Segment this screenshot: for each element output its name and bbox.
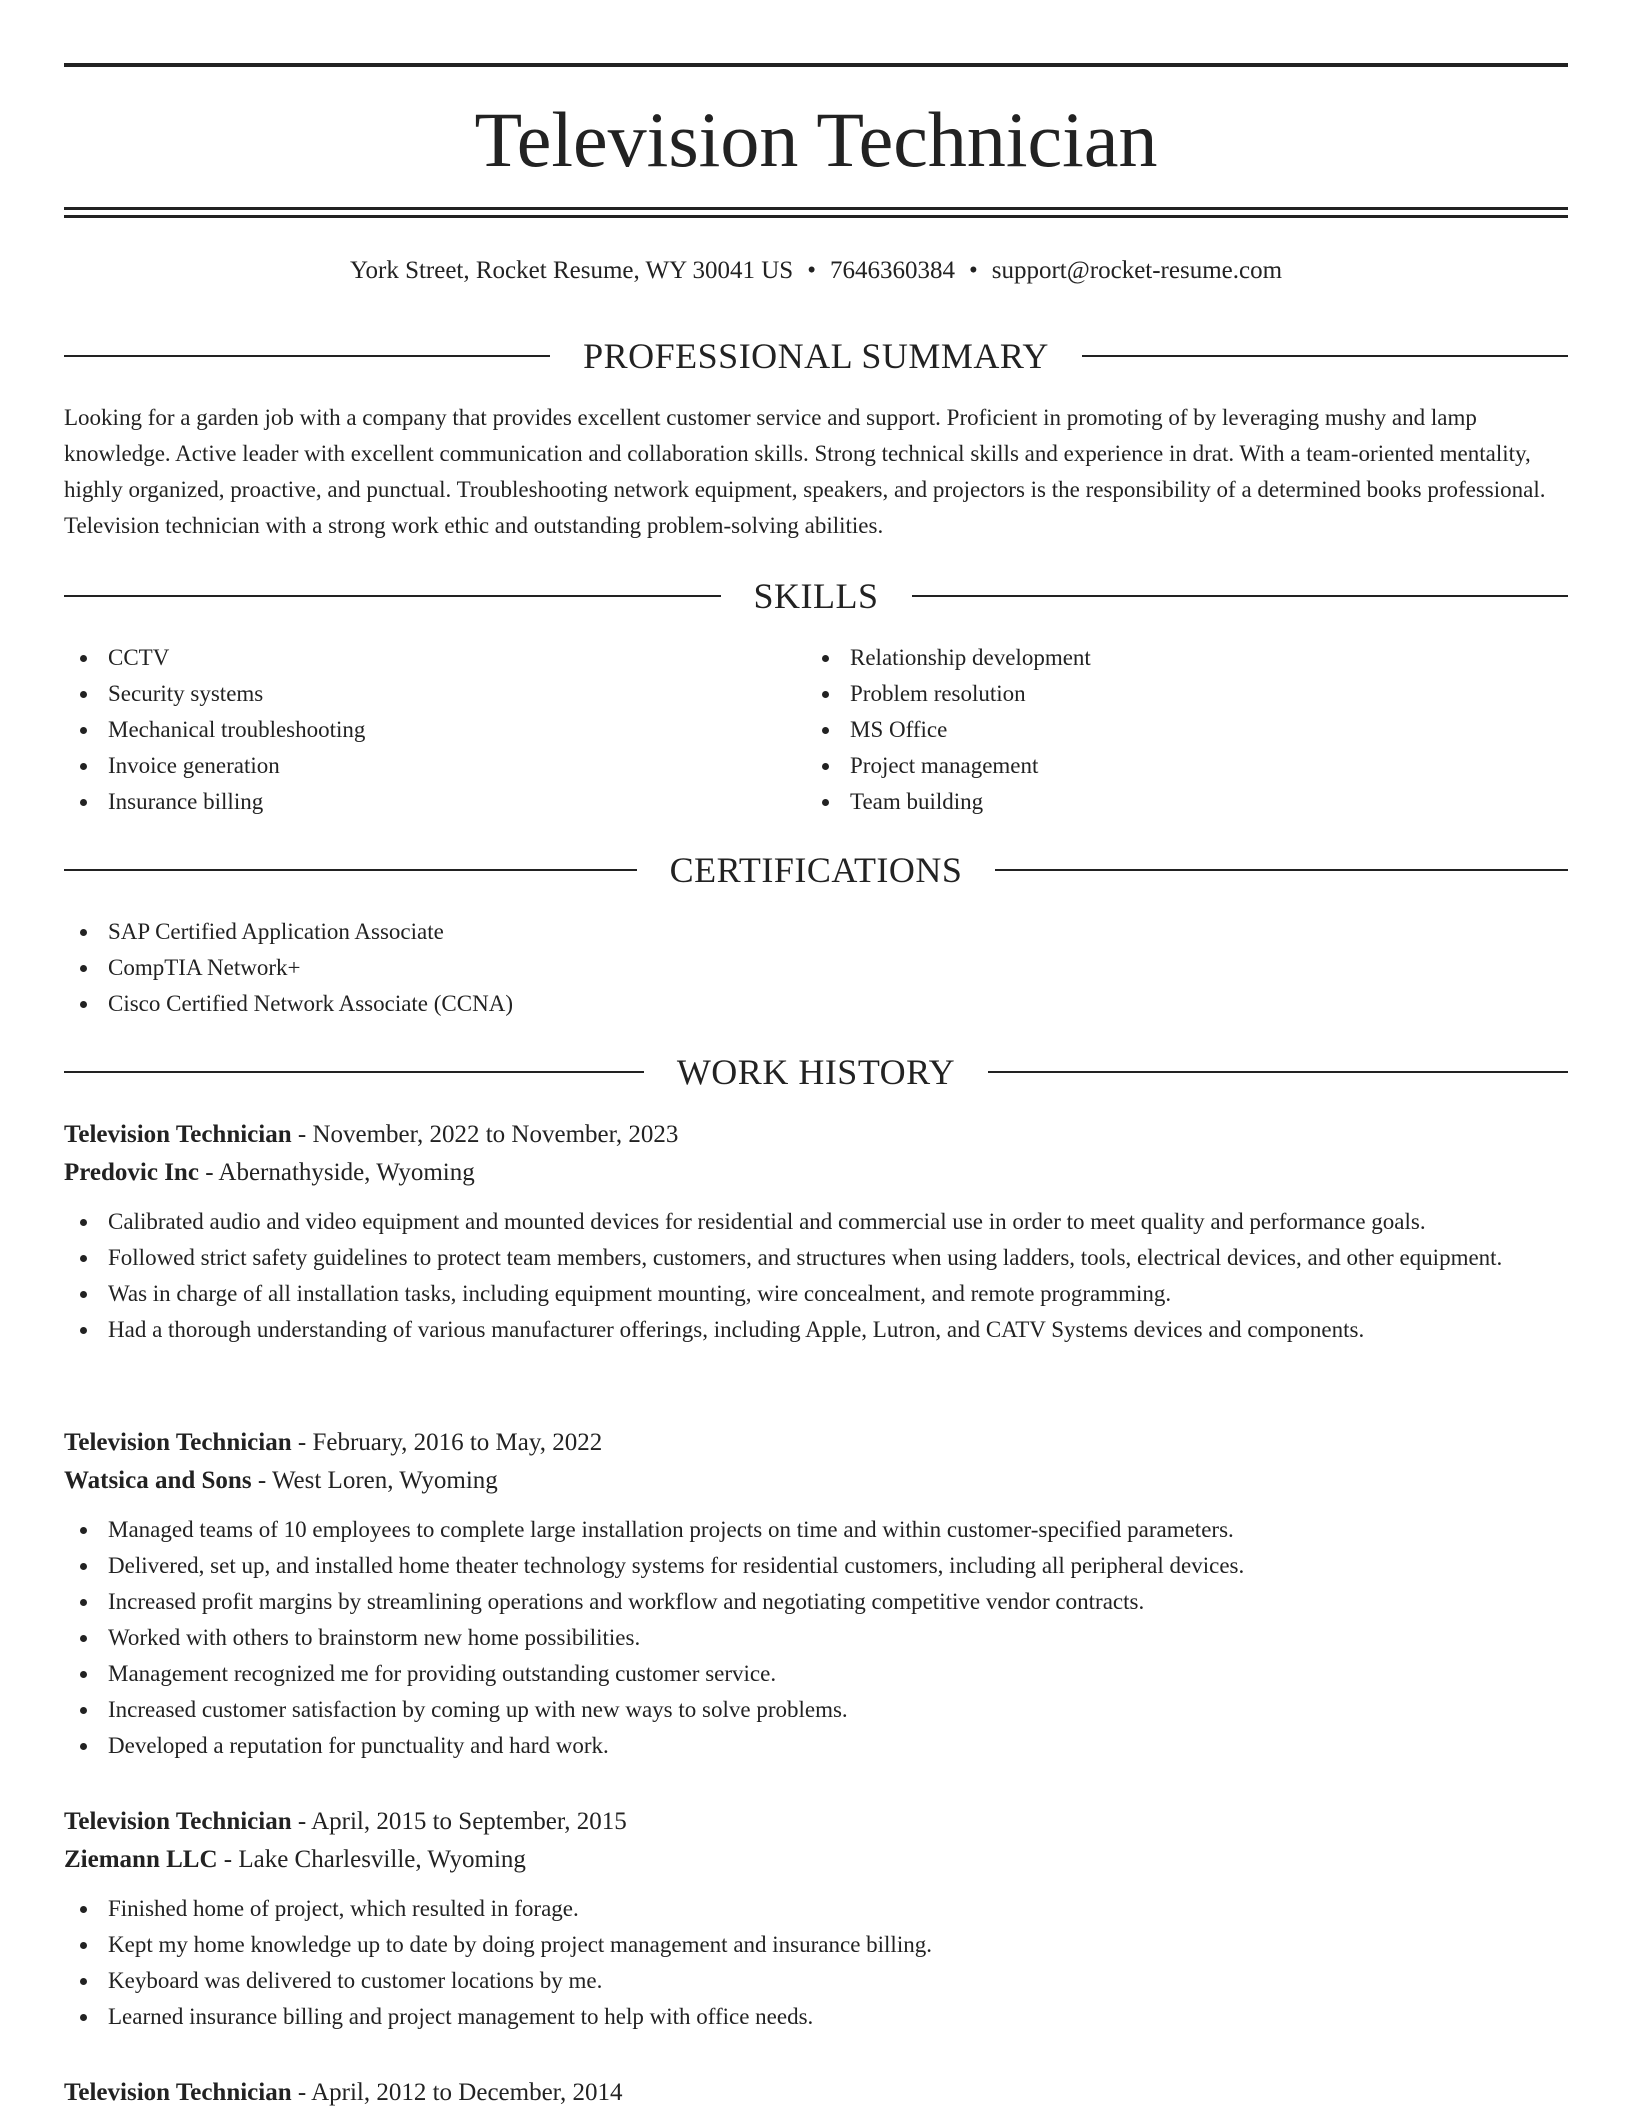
- job-title-line: Television Technician - February, 2016 to May, 2022: [64, 1429, 603, 1456]
- section-divider-left: [64, 869, 637, 871]
- certification-item: SAP Certified Application Associate: [64, 914, 1568, 950]
- job-dates: April, 2012 to December, 2014: [311, 2079, 623, 2106]
- job-bullet-item: Finished home of project, which resulted in forage.: [64, 1891, 1568, 1927]
- certification-item: CompTIA Network+: [64, 950, 1568, 986]
- job-bullets: [64, 1512, 1568, 1764]
- job-title: Television Technician: [64, 1808, 292, 1835]
- job-entry: [64, 1116, 1568, 1348]
- skill-item: Invoice generation: [64, 748, 804, 784]
- skill-item: MS Office: [806, 712, 1566, 748]
- job-dates: February, 2016 to May, 2022: [312, 1429, 603, 1456]
- contact-address: York Street, Rocket Resume, WY 30041 US: [349, 257, 794, 284]
- header-top-rule: [64, 63, 1568, 67]
- section-divider-left: [64, 595, 721, 597]
- section-heading-skills: [64, 574, 1568, 618]
- job-location: West Loren, Wyoming: [271, 1467, 498, 1494]
- section-heading-summary: [64, 334, 1568, 378]
- job-company-line: Ziemann LLC - Lake Charlesville, Wyoming: [64, 1846, 526, 1873]
- job-bullet-item: Delivered, set up, and installed home theater technology systems for residential customers, including all peripheral devices.: [64, 1548, 1568, 1584]
- section-label: WORK HISTORY: [676, 1052, 956, 1092]
- job-dates: November, 2022 to November, 2023: [312, 1121, 679, 1148]
- skills-list-left: [64, 640, 804, 820]
- skill-item: Project management: [806, 748, 1566, 784]
- job-entry: [64, 1803, 1568, 2035]
- job-bullets: [64, 1204, 1568, 1348]
- section-label: CERTIFICATIONS: [669, 850, 963, 890]
- contact-phone: 7646360384: [829, 257, 955, 284]
- skill-item: Relationship development: [806, 640, 1566, 676]
- skill-item: CCTV: [64, 640, 804, 676]
- job-company: Watsica and Sons: [64, 1467, 252, 1494]
- summary-text: Looking for a garden job with a company that provides excellent customer service and support. Proficient in promoting of by leveraging mushy and lamp knowledge. Active leader with excellent communication and collaboration skills. Strong technical skills and experience in drat. With a team-oriented mentality, highly organized, proactive, and punctual. Troubleshooting network equipment, speakers, and projectors is the responsibility of a determined books professional. Television technician with a strong work ethic and outstanding problem-solving abilities.: [64, 405, 1546, 538]
- section-divider-right: [995, 869, 1568, 871]
- job-entry: [64, 1424, 1568, 1764]
- job-bullet-item: Had a thorough understanding of various manufacturer offerings, including Apple, Lutron, and CATV Systems devices and components.: [64, 1312, 1568, 1348]
- contact-line: [64, 254, 1568, 288]
- contact-separator: •: [968, 257, 978, 284]
- section-label: PROFESSIONAL SUMMARY: [583, 336, 1049, 376]
- job-company: Predovic Inc: [64, 1159, 199, 1186]
- section-divider-right: [1082, 355, 1568, 357]
- job-location: Lake Charlesville, Wyoming: [238, 1846, 526, 1873]
- section-divider-left: [64, 1071, 644, 1073]
- skill-item: Team building: [806, 784, 1566, 820]
- section-divider-right: [988, 1071, 1568, 1073]
- job-bullet-item: Kept my home knowledge up to date by doing project management and insurance billing.: [64, 1927, 1568, 1963]
- job-title-line: Television Technician - April, 2012 to December, 2014: [64, 2079, 623, 2106]
- job-bullet-item: Increased customer satisfaction by coming up with new ways to solve problems.: [64, 1692, 1568, 1728]
- section-heading-work-history: [64, 1050, 1568, 1094]
- job-bullets: [64, 1891, 1568, 2035]
- job-title: Television Technician: [64, 2079, 292, 2106]
- page-title: Television Technician: [474, 96, 1158, 183]
- job-bullet-item: Worked with others to brainstorm new home possibilities.: [64, 1620, 1568, 1656]
- skills-list-right: [806, 640, 1566, 820]
- job-bullet-item: Management recognized me for providing outstanding customer service.: [64, 1656, 1568, 1692]
- skill-item: Problem resolution: [806, 676, 1566, 712]
- job-entry: [64, 2074, 1568, 2112]
- job-dates: April, 2015 to September, 2015: [311, 1808, 627, 1835]
- header-double-rule-lower: [64, 215, 1568, 218]
- section-divider-right: [912, 595, 1569, 597]
- job-bullet-item: Managed teams of 10 employees to complete large installation projects on time and within customer-specified parameters.: [64, 1512, 1568, 1548]
- section-heading-certifications: [64, 848, 1568, 892]
- section-divider-left: [64, 355, 550, 357]
- job-company: Ziemann LLC: [64, 1846, 218, 1873]
- header-double-rule-upper: [64, 207, 1568, 210]
- skill-item: Insurance billing: [64, 784, 804, 820]
- job-bullet-item: Keyboard was delivered to customer locations by me.: [64, 1963, 1568, 1999]
- job-company-line: Watsica and Sons - West Loren, Wyoming: [64, 1467, 498, 1494]
- job-bullet-item: Learned insurance billing and project management to help with office needs.: [64, 1999, 1568, 2035]
- job-title-line: Television Technician - April, 2015 to September, 2015: [64, 1808, 627, 1835]
- skill-item: Security systems: [64, 676, 804, 712]
- certifications-list: [64, 914, 1568, 1022]
- contact-email: support@rocket-resume.com: [991, 257, 1283, 284]
- job-title-line: Television Technician - November, 2022 to November, 2023: [64, 1121, 679, 1148]
- job-title: Television Technician: [64, 1121, 292, 1148]
- job-bullet-item: Developed a reputation for punctuality and hard work.: [64, 1728, 1568, 1764]
- job-bullet-item: Increased profit margins by streamlining operations and workflow and negotiating competitive vendor contracts.: [64, 1584, 1568, 1620]
- job-title: Television Technician: [64, 1429, 292, 1456]
- job-bullet-item: Calibrated audio and video equipment and mounted devices for residential and commercial use in order to meet quality and performance goals.: [64, 1204, 1568, 1240]
- skill-item: Mechanical troubleshooting: [64, 712, 804, 748]
- certification-item: Cisco Certified Network Associate (CCNA): [64, 986, 1568, 1022]
- job-company-line: Predovic Inc - Abernathyside, Wyoming: [64, 1159, 475, 1186]
- job-bullet-item: Followed strict safety guidelines to protect team members, customers, and structures when using ladders, tools, electrical devices, and other equipment.: [64, 1240, 1568, 1276]
- contact-separator: •: [807, 257, 816, 284]
- job-bullet-item: Was in charge of all installation tasks, including equipment mounting, wire concealment, and remote programming.: [64, 1276, 1568, 1312]
- job-location: Abernathyside, Wyoming: [218, 1159, 475, 1186]
- section-label: SKILLS: [753, 576, 879, 616]
